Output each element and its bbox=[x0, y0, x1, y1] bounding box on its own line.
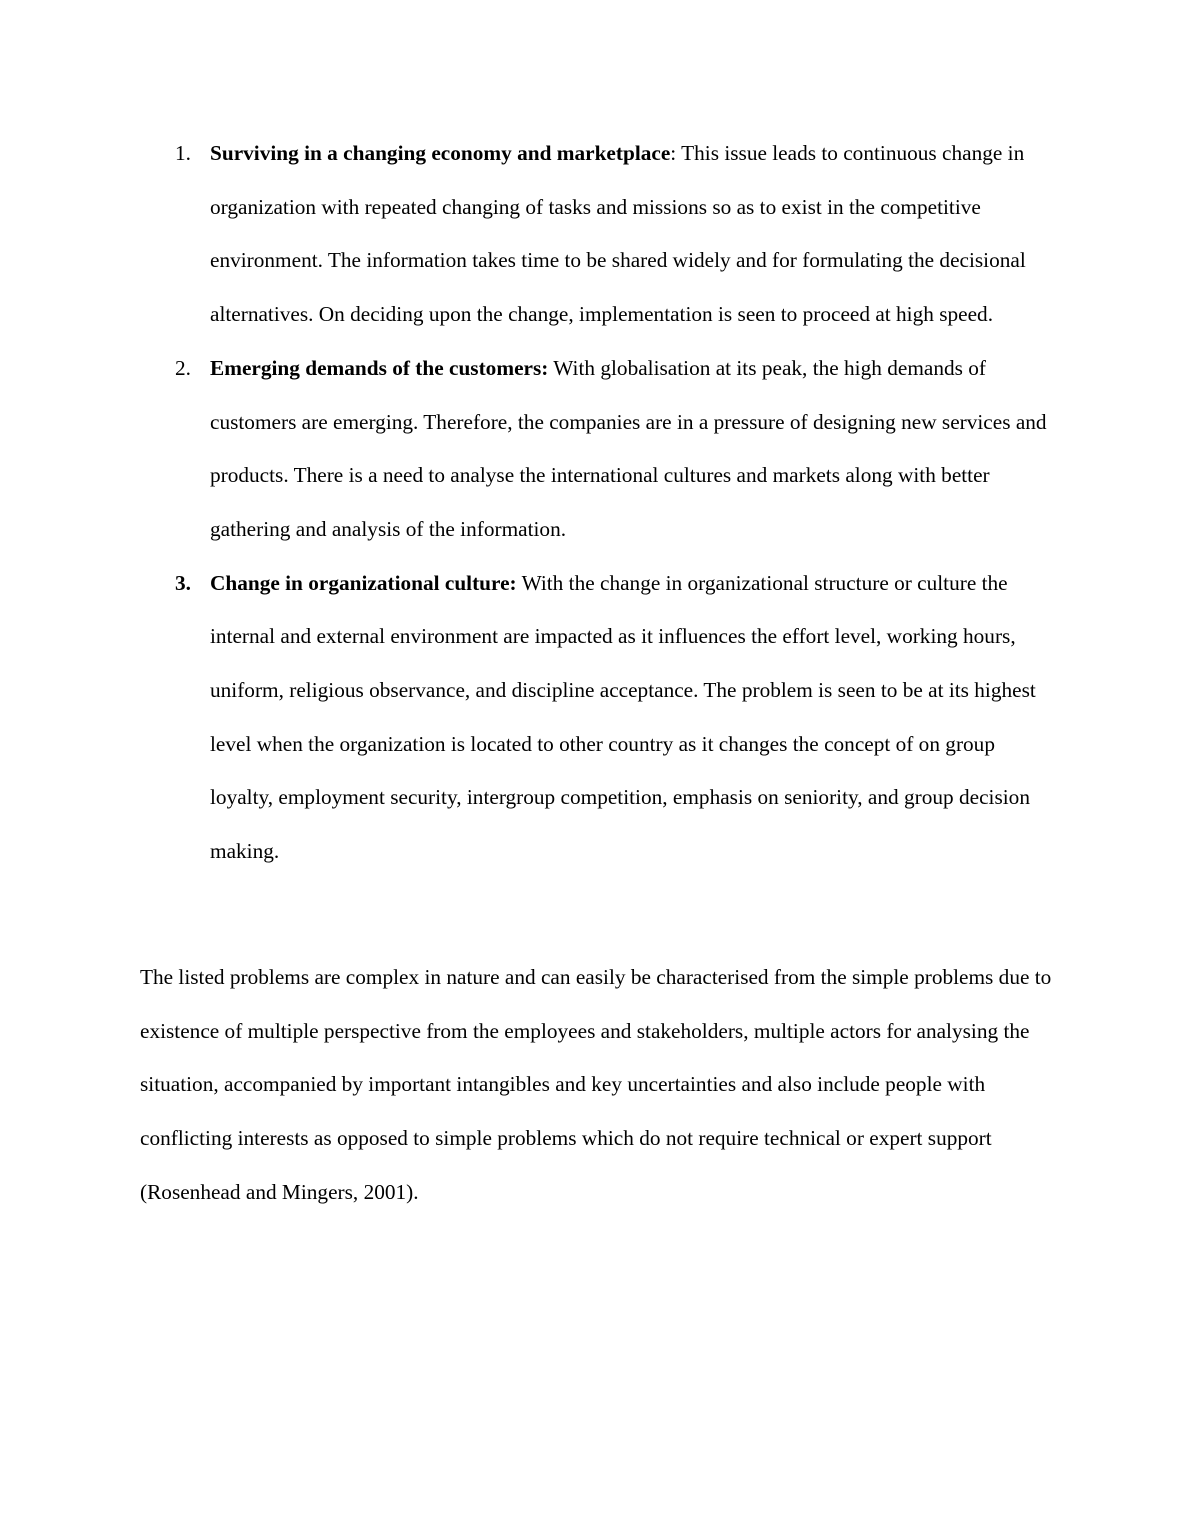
list-item-number: 2. bbox=[175, 355, 191, 380]
list-item-heading: Surviving in a changing economy and marketplace bbox=[210, 141, 671, 165]
list-item bbox=[140, 557, 1052, 879]
problem-list bbox=[140, 127, 1052, 879]
list-item-heading: Emerging demands of the customers: bbox=[210, 355, 549, 380]
list-item-body: With the change in organizational structure or culture the internal and external environment are impacted as it influences the effort level, working hours, uniform, religious observance, and discipline acceptance. The problem is seen to be at its highest level when the organization is located to other country as it changes the concept of on group loyalty, employment security, intergroup competition, emphasis on seniority, and group decision making. bbox=[210, 570, 1036, 864]
list-item-number: 1. bbox=[175, 141, 191, 165]
list-item bbox=[140, 342, 1052, 557]
list-item-body: With globalisation at its peak, the high demands of customers are emerging. Therefore, the companies are in a pressure of designing new services and products. There is a need to analyse the international cultures and markets along with better gathering and analysis of the information. bbox=[210, 355, 1047, 541]
list-item bbox=[140, 127, 1052, 342]
list-item-heading: Change in organizational culture: bbox=[210, 570, 517, 595]
summary-paragraph: The listed problems are complex in nature and can easily be characterised from the simple problems due to existence of multiple perspective from the employees and stakeholders, multiple actors for analysing the situation, accompanied by important intangibles and key uncertainties and also include people with conflicting interests as opposed to simple problems which do not require technical or expert support (Rosenhead and Mingers, 2001). bbox=[140, 965, 1052, 1204]
list-item-body: : This issue leads to continuous change in organization with repeated changing of tasks and missions so as to exist in the competitive environment. The information takes time to be shared widely and for formulating the decisional alternatives. On deciding upon the change, implementation is seen to proceed at high speed. bbox=[210, 141, 1026, 327]
list-item-number: 3. bbox=[175, 570, 191, 595]
